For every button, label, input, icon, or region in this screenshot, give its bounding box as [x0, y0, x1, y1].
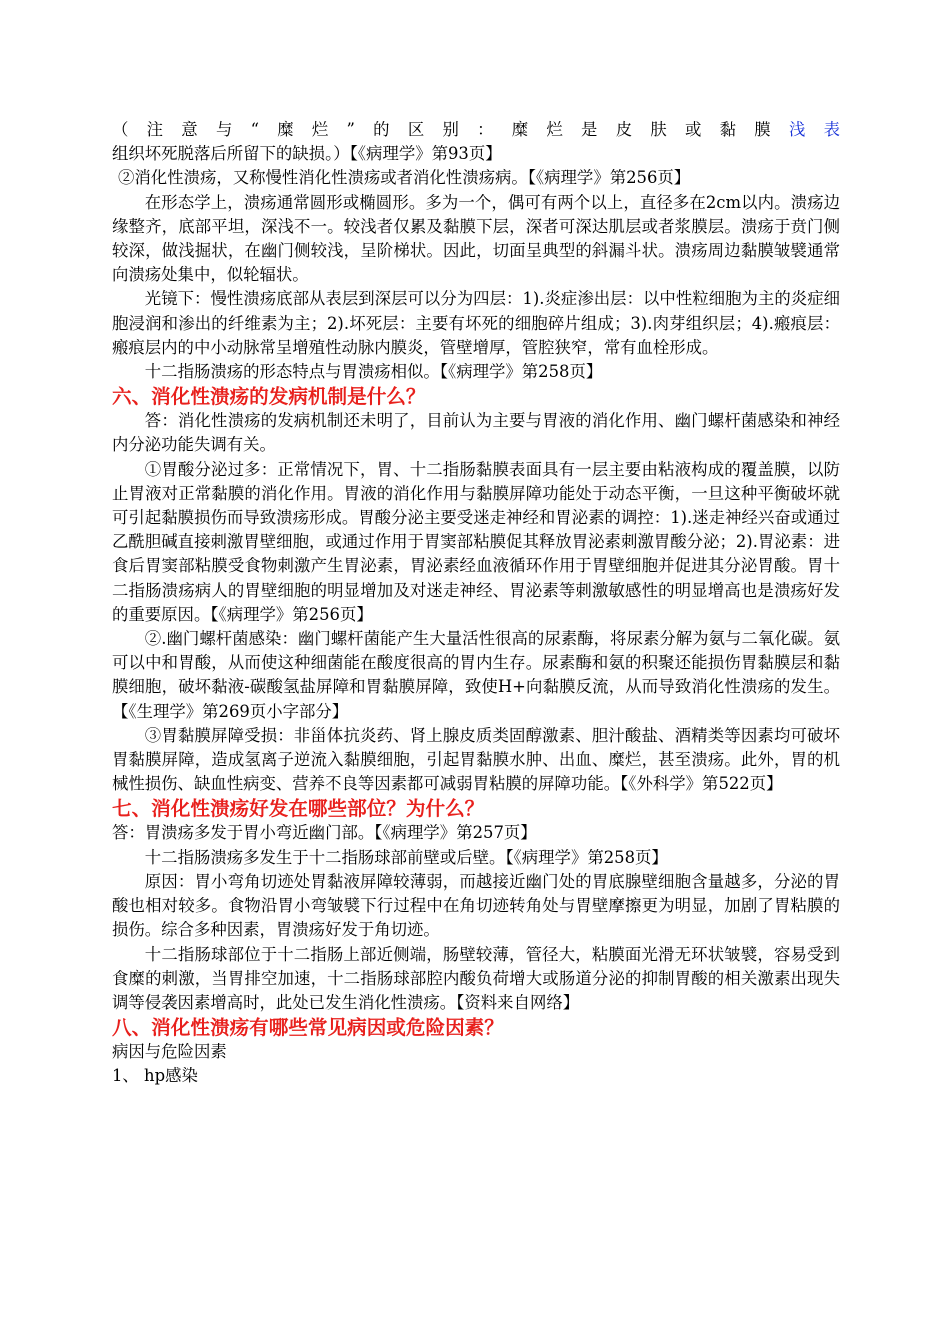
paragraph: 光镜下：慢性溃疡底部从表层到深层可以分为四层：1).炎症渗出层：以中性粒细胞为主的炎症细胞浸润和渗出的纤维素为主；2).坏死层：主要有坏死的细胞碎片组成；3).肉芽组织层；4).瘢痕层：瘢痕层内的中小动脉常呈增殖性动脉内膜炎，管壁增厚，管腔狭窄，常有血栓形成。 [112, 289, 840, 357]
paragraph: ②消化性溃疡，又称慢性消化性溃疡或者消化性溃疡病。【《病理学》第256页】 [118, 168, 691, 188]
paragraph: 原因：胃小弯角切迹处胃黏液屏障较薄弱，而越接近幽门处的胃底腺壁细胞含量越多，分泌的胃酸也相对较多。食物沿胃小弯皱襞下行过程中在角切迹转角处与胃壁摩擦更为明显，加剧了胃粘膜的损伤。综合多种因素，胃溃疡好发于角切迹。 [112, 871, 840, 940]
paragraph: 十二指肠球部位于十二指肠上部近侧端，肠壁较薄，管径大，粘膜面光滑无环状皱襞，容易受到食糜的刺激，当胃排空加速，十二指肠球部腔内酸负荷增大或肠道分泌的抑制胃酸的相关激素出现失调等侵袭因素增高时，此处已发生消化性溃疡。【资料来自网络】 [112, 944, 840, 1012]
paragraph: 在形态学上，溃疡通常圆形或椭圆形。多为一个，偶可有两个以上，直径多在2cm以内。溃疡边缘整齐，底部平坦，深浅不一。较浅者仅累及黏膜下层，深者可深达肌层或者浆膜层。溃疡于贲门侧较深，做浅掘状，在幽门侧较浅，呈阶梯状。因此，切面呈典型的斜漏斗状。溃疡周边黏膜皱襞通常向溃疡处集中，似轮辐状。 [112, 192, 840, 285]
note-paragraph [112, 118, 840, 166]
list-item: 1、 hp感染 [112, 1066, 198, 1086]
paragraph: ①胃酸分泌过多：正常情况下，胃、十二指肠黏膜表面具有一层主要由粘液构成的覆盖膜，以防止胃液对正常黏膜的消化作用。胃液的消化作用与黏膜屏障功能处于动态平衡，一旦这种平衡破坏就可引起黏膜损伤而导致溃疡形成。胃酸分泌主要受迷走神经和胃泌素的调控：1).迷走神经兴奋或通过乙酰胆碱直接刺激胃壁细胞，或通过作用于胃窦部粘膜促其释放胃泌素刺激胃酸分泌；2).胃泌素：进食后胃窦部粘膜受食物刺激产生胃泌素，胃泌素经血液循环作用于胃壁细胞并促进其分泌胃酸。胃十二指肠溃疡病人的胃壁细胞的明显增加及对迷走神经、胃泌素等刺激敏感性的明显增高也是溃疡好发的重要原因。【《病理学》第256页】 [112, 459, 840, 624]
section-heading: 六、消化性溃疡的发病机制是什么？ [112, 385, 426, 409]
paragraph: 病因与危险因素 [112, 1042, 227, 1062]
document-page [112, 118, 840, 1089]
note-text: （注意与“糜烂”的区别：糜烂是皮肤或黏膜 [112, 120, 789, 139]
paragraph: 答：消化性溃疡的发病机制还未明了，目前认为主要与胃液的消化作用、幽门螺杆菌感染和神经内分泌功能失调有关。 [112, 411, 840, 455]
note-text-end: 组织坏死脱落后所留下的缺损。）【《病理学》第93页】 [112, 144, 502, 164]
paragraph: ②.幽门螺杆菌感染：幽门螺杆菌能产生大量活性很高的尿素酶，将尿素分解为氨与二氧化碳。氨可以中和胃酸，从而使这种细菌能在酸度很高的胃内生存。尿素酶和氨的积聚还能损伤胃黏膜层和黏膜细胞，破坏黏液-碳酸氢盐屏障和胃黏膜屏障，致使H+向黏膜反流，从而导致消化性溃疡的发生。【《生理学》第269页小字部分】 [112, 629, 840, 721]
paragraph: 十二指肠溃疡的形态特点与胃溃疡相似。【《病理学》第258页】 [144, 362, 603, 382]
paragraph: ③胃黏膜屏障受损：非甾体抗炎药、肾上腺皮质类固醇激素、胆汁酸盐、酒精类等因素均可破坏胃黏膜屏障，造成氢离子逆流入黏膜细胞，引起胃黏膜水肿、出血、糜烂，甚至溃疡。此外，胃的机械性损伤、缺血性病变、营养不良等因素都可减弱胃粘膜的屏障功能。【《外科学》第522页】 [112, 725, 840, 794]
section-heading: 八、消化性溃疡有哪些常见病因或危险因素？ [112, 1016, 504, 1040]
section-heading: 七、消化性溃疡好发在哪些部位？为什么？ [112, 797, 485, 821]
paragraph: 答：胃溃疡多发于胃小弯近幽门部。【《病理学》第257页】 [112, 823, 537, 843]
term-link[interactable]: 浅表 [788, 120, 840, 139]
paragraph: 十二指肠溃疡多发生于十二指肠球部前壁或后壁。【《病理学》第258页】 [144, 847, 668, 867]
